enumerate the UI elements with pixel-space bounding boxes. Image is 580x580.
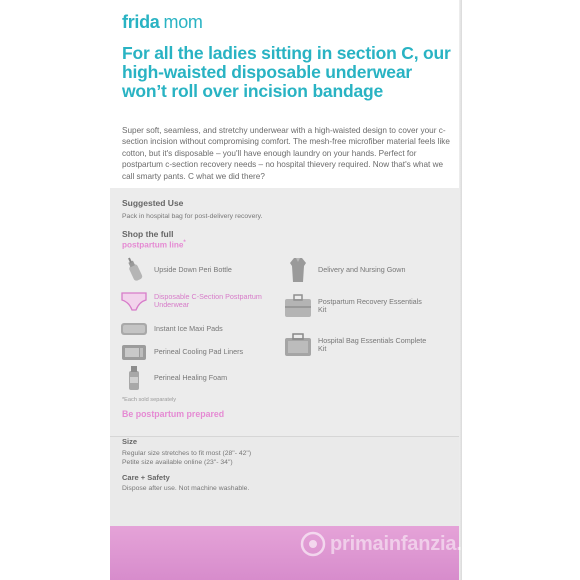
- description: Super soft, seamless, and stretchy underwear with a high-waisted design to cover your c-section incision without compromising comfort. The mesh-free microfiber material feels like cotton, but it's disposable – you'll have enough laundry on your hands. Perfect for postpartum c-section recovery needs – no hospital thievery required. Now that's what we call smarty pants. C what we did there?: [122, 126, 450, 181]
- product-gown: [282, 256, 428, 284]
- hospital-bag-icon: [282, 331, 314, 359]
- kit-case-icon: [282, 292, 314, 320]
- brand-logo: [122, 12, 203, 33]
- watermark-logo-icon: [300, 531, 326, 557]
- product-label: Postpartum Recovery Essentials Kit: [318, 296, 422, 314]
- product-pad-liners: [118, 338, 264, 366]
- gown-icon: [282, 256, 314, 284]
- watermark: [300, 531, 474, 557]
- watermark-text: primainfanzia.it: [330, 532, 474, 555]
- size-line-petite: Petite size available online (23"- 34"): [122, 459, 233, 466]
- headline: For all the ladies sitting in section C, our high-waisted disposable underwear won’t roll over incision bandage: [122, 43, 451, 101]
- care-title: Care + Safety: [122, 473, 170, 482]
- pad-liners-icon: [118, 338, 150, 366]
- product-peri-bottle: [118, 256, 264, 284]
- product-underwear: [118, 287, 264, 315]
- underwear-icon: [118, 287, 150, 315]
- box-edge-shadow: [459, 0, 462, 580]
- suggested-use-title: Suggested Use: [122, 198, 184, 208]
- top-section: [110, 0, 462, 188]
- product-label: Upside Down Peri Bottle: [154, 264, 232, 274]
- shop-subtitle: [122, 240, 186, 250]
- brand-name-light: mom: [163, 12, 203, 32]
- product-recovery-kit: [282, 292, 428, 320]
- product-label: Instant Ice Maxi Pads: [154, 323, 223, 333]
- product-box: [110, 0, 462, 580]
- shop-title: Shop the full: [122, 229, 174, 239]
- product-label: Perineal Healing Foam: [154, 372, 228, 382]
- tagline: Be postpartum prepared: [122, 409, 225, 419]
- product-healing-foam: [118, 364, 264, 392]
- brand-name-bold: frida: [122, 12, 160, 32]
- suggested-use-text: Pack in hospital bag for post-delivery recovery.: [122, 213, 263, 220]
- footnote: *Each sold separately: [122, 397, 177, 403]
- peri-bottle-icon: [118, 256, 150, 284]
- care-text: Dispose after use. Not machine washable.: [122, 485, 250, 492]
- product-label: Perineal Cooling Pad Liners: [154, 346, 244, 356]
- size-line-regular: Regular size stretches to fit most (28"- 42"): [122, 450, 252, 457]
- product-label: Delivery and Nursing Gown: [318, 264, 406, 274]
- foam-can-icon: [118, 364, 150, 392]
- shop-subtitle-marker: *: [183, 240, 186, 246]
- product-hospital-bag-kit: [282, 331, 428, 359]
- product-label: Disposable C-Section Postpartum Underwear: [154, 291, 262, 309]
- size-title: Size: [122, 437, 138, 446]
- product-label: Hospital Bag Essentials Complete Kit: [318, 335, 427, 353]
- shop-subtitle-text: postpartum line: [122, 240, 184, 250]
